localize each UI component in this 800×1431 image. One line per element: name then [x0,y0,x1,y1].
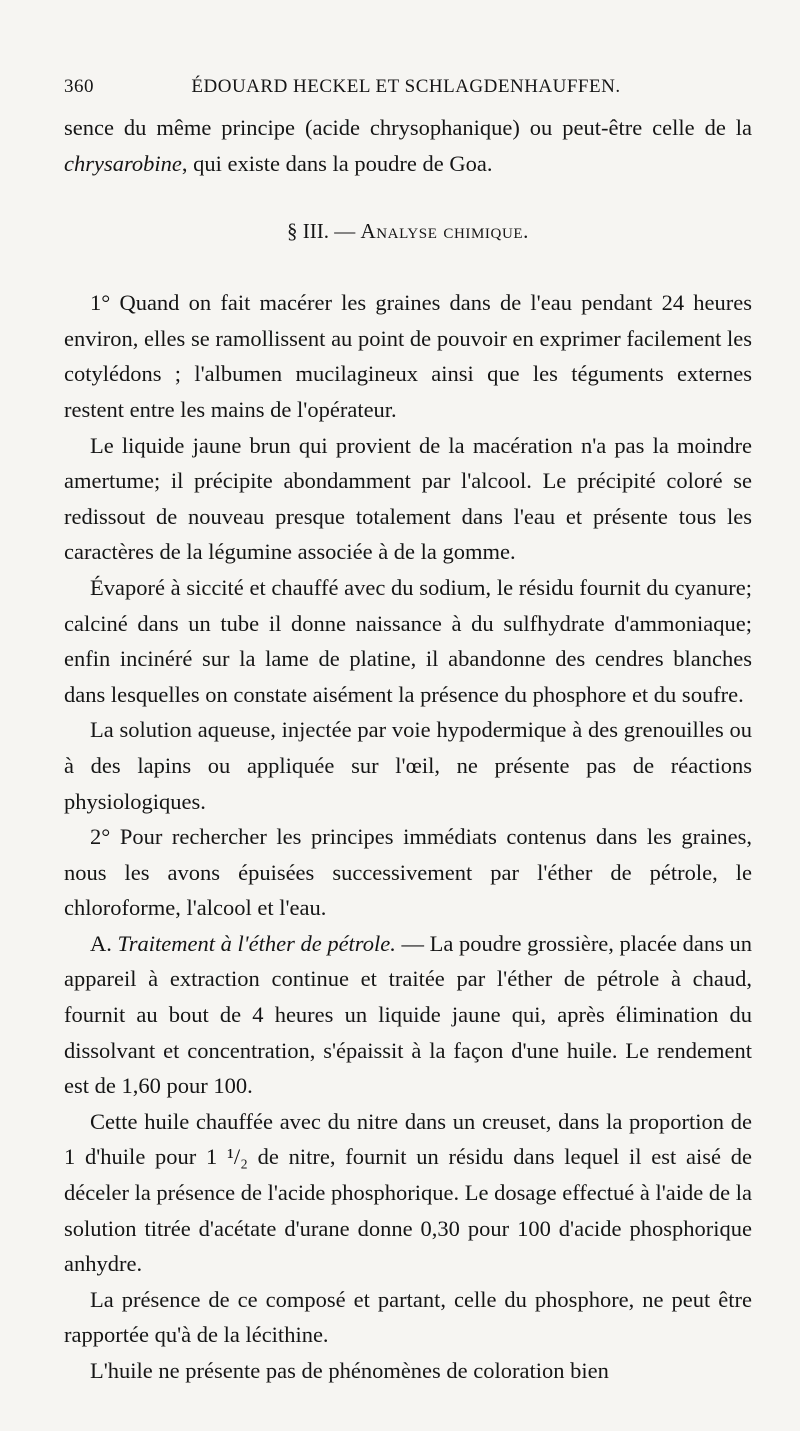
running-title: ÉDOUARD HECKEL ET SCHLAGDENHAUFFEN. [191,76,621,97]
page-text-block [64,72,752,1389]
paragraph-5: 2° Pour rechercher les principes immédiats contenus dans les graines, nous les avons épuisées successivement par l'éther de pétrole, le chloroforme, l'alcool et l'eau. [64,824,752,921]
text-run: , qui existe dans la poudre de Goa. [181,150,493,176]
paragraph-1: 1° Quand on fait macérer les graines dans de l'eau pendant 24 heures environ, elles se ramollissent au point de pouvoir en exprimer facilement les cotylédons ; l'albumen mucilagineux ainsi que les téguments externes restent entre les mains de l'opérateur. [64,290,752,422]
paragraph-2: Le liquide jaune brun qui provient de la macération n'a pas la moindre amertume; il précipite abondamment par l'alcool. Le précipité coloré se redissout de nouveau presque totalement dans l'eau et présente tous les caractères de la légumine associée à de la gomme. [64,432,752,565]
italic-term: chrysarobine [64,150,182,176]
page-number: 360 [64,76,94,97]
section-heading [64,211,752,251]
paragraph-9: L'huile ne présente pas de phénomènes de coloration bien [90,1358,609,1383]
text-run: sence du même principe (acide chrysophanique) ou peut-être celle de la [64,115,752,140]
section-sign: § III. [286,219,329,244]
paragraph-4: La solution aqueuse, injectée par voie hypodermique à des grenouilles ou à des lapins ou appliquée sur l'œil, ne présente pas de réactions physiologiques. [64,717,752,814]
text-run: — La poudre grossière, placée dans un appareil à extraction continue et traitée par l'éther de pétrole à chaud, fournit au bout de 4 heures un liquide jaune qui, après élimination du dissolvant et concentration, s'épaissit à la façon d'une huile. Le rendement est de 1,60 pour 100. [64,930,753,1099]
paragraph-6 [64,926,752,1104]
running-header [64,72,752,110]
text-run: A. [90,930,118,956]
paragraph-8: La présence de ce composé et partant, celle du phosphore, ne peut être rapportée qu'à de la lécithine. [64,1286,752,1348]
paragraph-continuation [64,110,752,181]
section-dash: — [328,219,361,244]
paragraph-3: Évaporé à siccité et chauffé avec du sodium, le résidu fournit du cyanure; calciné dans un tube il donne naissance à du sulfhydrate d'ammoniaque; enfin incinéré sur la lame de platine, il abandonne des cendres blanches dans lesquelles on constate aisément la présence du phosphore et du soufre. [64,574,752,707]
italic-subheading: Traitement à l'éther de pétrole. [117,930,396,956]
paragraph-7 [64,1104,752,1282]
fraction: ¹/₂ [227,1144,248,1170]
text-run: de nitre, fournit un résidu dans lequel il est aisé de déceler la présence de l'acide phosphorique. Le dosage effectué à l'aide de la solution titrée d'acétate d'urane donne 0,30 pour 100 d'acide phosphorique anhydre. [64,1144,753,1277]
section-title: Analyse chimique. [360,219,529,244]
text-run: Cette huile chauffée avec du nitre dans un creuset, dans la proportion de 1 d'huile pour 1 [64,1108,752,1170]
